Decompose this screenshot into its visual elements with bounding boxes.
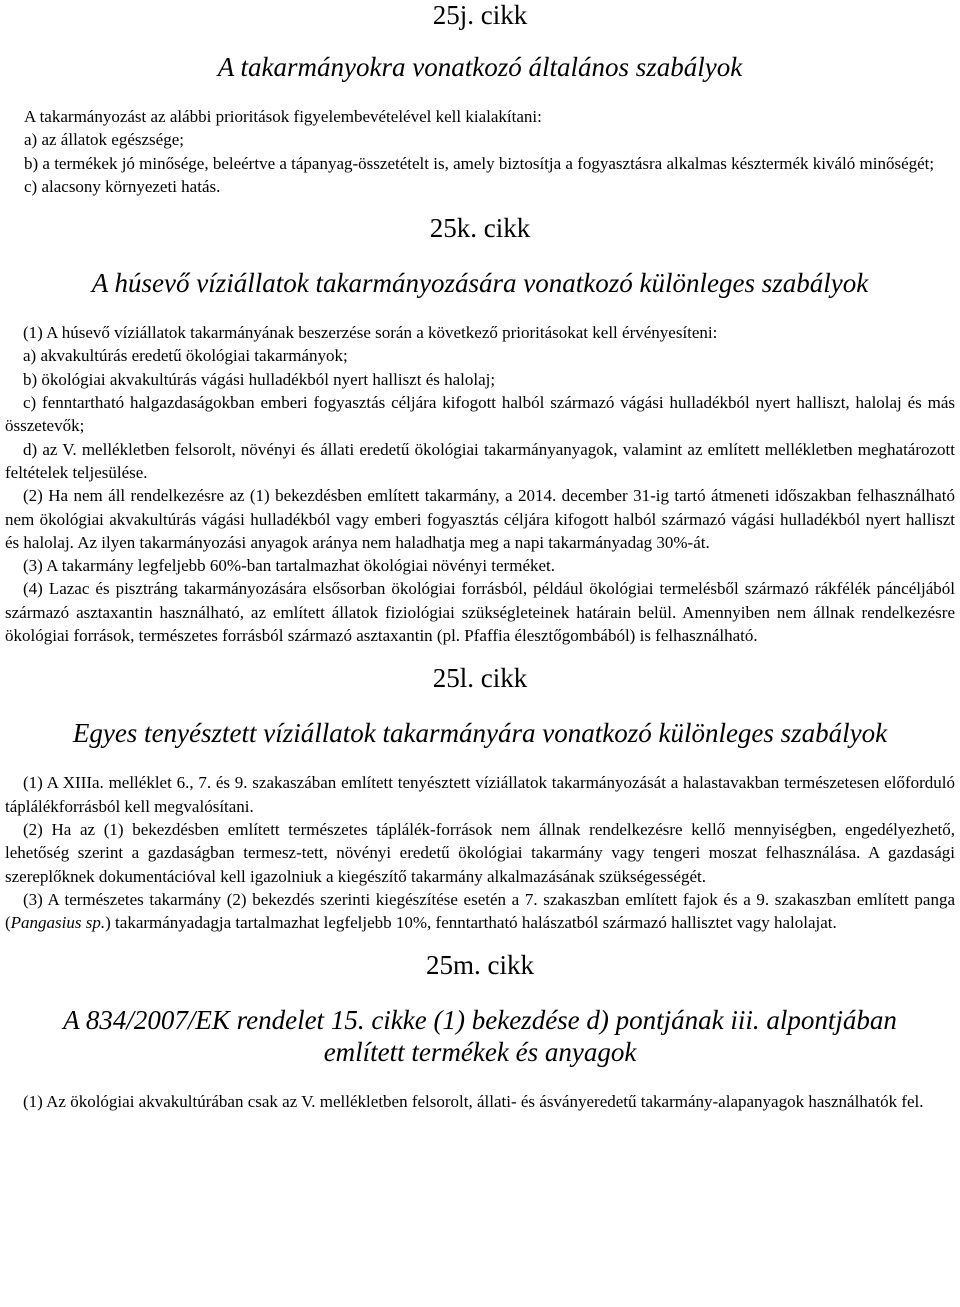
paragraph: (2) Ha nem áll rendelkezésre az (1) bekezdésben említett takarmány, a 2014. december 31-ig tartó átmeneti időszakban felhasználható nem ökológiai akvakultúrás vágási hulladékból vagy emberi fogyasztás céljára kifogott halból származó vágási hulladékból nyert halliszt és halolaj. Az ilyen takarmányozási anyagok aránya nem haladhatja meg a napi takarmányadag 30%-át.: [5, 486, 955, 552]
paragraph-text: b) a termékek jó minősége, beleértve a tápanyag-összetételt is, amely biztosítja a fogyasztásra alkalmas késztermék kiváló minőségét;: [24, 153, 935, 173]
article-number-25m: 25m. cikk: [426, 950, 534, 981]
paragraph: a) akvakultúrás eredetű ökológiai takarmányok;: [23, 346, 348, 366]
species-name: Pangasius sp.: [10, 913, 106, 933]
article-number-25j: 25j. cikk: [432, 0, 528, 30]
article-number-25k: 25k. cikk: [429, 213, 531, 244]
article-body-25k: [5, 321, 955, 647]
paragraph: c) fenntartható halgazdaságokban emberi fogyasztás céljára kifogott halból származó vágási hulladékból nyert halliszt, halolaj és más összetevők;: [5, 393, 955, 436]
article-title-25k: A húsevő víziállatok takarmányozására vonatkozó különleges szabályok: [91, 268, 869, 299]
paragraph: d) az V. mellékletben felsorolt, növényi és állati eredetű ökológiai takarmányanyagok, valamint az említett mellékletben meghatározott feltételek teljesülése.: [5, 439, 955, 482]
article-title-25l: Egyes tenyésztett víziállatok takarmányára vonatkozó különleges szabályok: [72, 718, 888, 749]
article-body-25j: [5, 105, 955, 152]
paragraph: c) alacsony környezeti hatás.: [24, 176, 221, 196]
paragraph: [5, 888, 955, 935]
article-number-25l: 25l. cikk: [432, 663, 528, 694]
article-body-25m: [5, 1090, 955, 1113]
paragraph: (2) Ha az (1) bekezdésben említett természetes táplálék-források nem állnak rendelkezésre kellő mennyiségben, engedélyezhető, lehetőség szerint a gazdaságban termesz-tett, növényi eredetű ökológiai takarmány vagy tengeri moszat felhasználása. A gazdasági szereplőknek dokumentációval kell igazolniuk a kiegészítő takarmány alkalmazásának szükségességét.: [5, 819, 955, 886]
paragraph: [5, 152, 955, 175]
paragraph-text: (3) A természetes takarmány (2) bekezdés szerinti kiegészítése esetén a 7. szakaszban említett fajok és a 9. szakaszban említett panga (: [5, 889, 955, 933]
paragraph: (1) A XIIIa. melléklet 6., 7. és 9. szakaszában említett tenyésztett víziállatok takarmányozását a halastavakban természetesen előforduló táplálékforrásból kell megvalósítani.: [5, 773, 955, 816]
paragraph: (3) A takarmány legfeljebb 60%-ban tartalmazhat ökológiai növényi terméket.: [23, 556, 556, 576]
paragraph-text: ) takarmányadagja tartalmazhat legfeljebb 10%, fenntartható halászatból származó hallisztet vagy halolajat.: [105, 913, 837, 933]
article-title-25m-line2: említett termékek és anyagok: [323, 1037, 637, 1068]
paragraph: (4) Lazac és pisztráng takarmányozására elsősorban ökológiai forrásból, például ökológiai termelésből származó rákfélék páncéljából származó asztaxantin használható, az említett állatok fiziológiai szükségleteinek határain belül. Amennyiben nem állnak rendelkezésre ökológiai források, természetes forrásból származó asztaxantin (pl. Pfaffia élesztőgombából) is felhasználható.: [5, 579, 955, 646]
paragraph: a) az állatok egészsége;: [24, 130, 184, 150]
paragraph: (1) Az ökológiai akvakultúrában csak az V. mellékletben felsorolt, állati- és ásványeredetű takarmány-alapanyagok használhatók fel.: [23, 1092, 924, 1112]
paragraph: (1) A húsevő víziállatok takarmányának beszerzése során a következő prioritásokat kell érvényesíteni:: [23, 323, 718, 343]
article-title-25j: A takarmányokra vonatkozó általános szabályok: [217, 52, 743, 82]
article-body-25l: [5, 771, 955, 934]
paragraph: b) ökológiai akvakultúrás vágási hulladékból nyert halliszt és halolaj;: [23, 369, 496, 389]
article-title-25m-line1: A 834/2007/EK rendelet 15. cikke (1) bekezdése d) pontjának iii. alpontjában: [63, 1005, 897, 1036]
paragraph: A takarmányozást az alábbi prioritások figyelembevételével kell kialakítani:: [24, 107, 542, 126]
